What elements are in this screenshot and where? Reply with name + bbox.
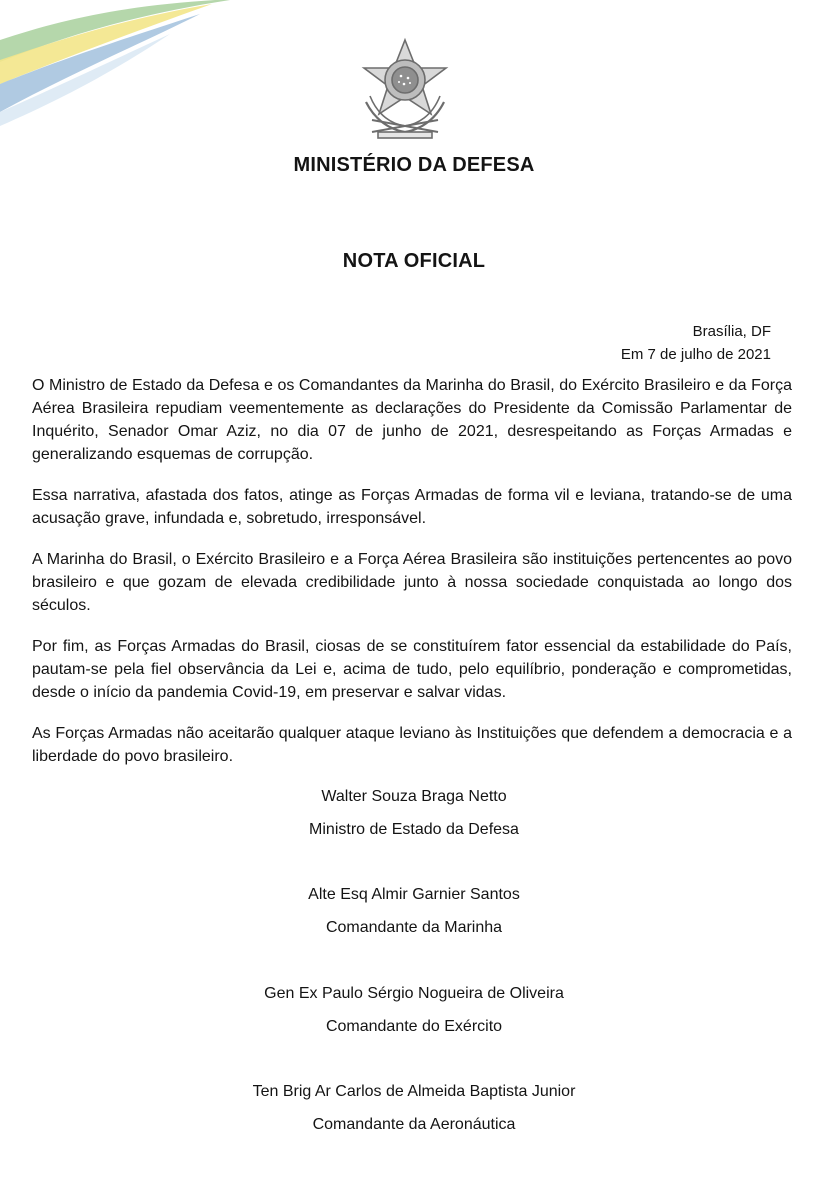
signature-block (0, 786, 828, 852)
place-date-block (621, 320, 771, 366)
paragraph: Por fim, as Forças Armadas do Brasil, ciosas de se constituírem fator essencial da estabilidade do País, pautam-se pela fiel observância da Lei e, acima de tudo, pelo equilíbrio, ponderação e comprometidas, desde o início da pandemia Covid-19, em preservar e salvar vidas. (32, 638, 792, 701)
signatory-role: Comandante da Aeronáutica (312, 1116, 516, 1133)
signatory-name: Ten Brig Ar Carlos de Almeida Baptista Junior (252, 1083, 576, 1100)
paragraph: A Marinha do Brasil, o Exército Brasileiro e a Força Aérea Brasileira são instituições pertencentes ao povo brasileiro e que gozam de elevada credibilidade junto à nossa sociedade conquistada ao longo dos séculos. (32, 551, 792, 614)
paragraph: As Forças Armadas não aceitarão qualquer ataque leviano às Instituições que defendem a democracia e a liberdade do povo brasileiro. (32, 725, 792, 765)
brazil-coat-of-arms-icon (352, 36, 458, 142)
flag-waves-decoration (0, 0, 230, 140)
signatory-role: Comandante da Marinha (325, 919, 503, 936)
signature-block (0, 884, 828, 950)
signature-block (0, 1081, 828, 1147)
signatory-name: Gen Ex Paulo Sérgio Nogueira de Oliveira (264, 985, 564, 1002)
signatory-role: Comandante do Exército (325, 1018, 503, 1035)
place: Brasília, DF (692, 323, 771, 340)
date: Em 7 de julho de 2021 (620, 346, 771, 363)
paragraph: Essa narrativa, afastada dos fatos, atinge as Forças Armadas de forma vil e leviana, tratando-se de uma acusação grave, infundada e, sobretudo, irresponsável. (32, 487, 792, 527)
paragraph: O Ministro de Estado da Defesa e os Comandantes da Marinha do Brasil, do Exército Brasileiro e da Força Aérea Brasileira repudiam veementemente as declarações do Presidente da Comissão Parlamentar de Inquérito, Senador Omar Aziz, no dia 07 de junho de 2021, desrespeitando as Forças Armadas e generalizando esquemas de corrupção. (32, 377, 792, 463)
signature-block (0, 983, 828, 1049)
signatory-name: Alte Esq Almir Garnier Santos (308, 886, 520, 903)
signatory-name: Walter Souza Braga Netto (321, 788, 507, 805)
document-body (32, 374, 792, 786)
document-title: NOTA OFICIAL (342, 250, 486, 272)
signatory-role: Ministro de Estado da Defesa (309, 821, 519, 838)
ministry-heading: MINISTÉRIO DA DEFESA (293, 154, 535, 176)
